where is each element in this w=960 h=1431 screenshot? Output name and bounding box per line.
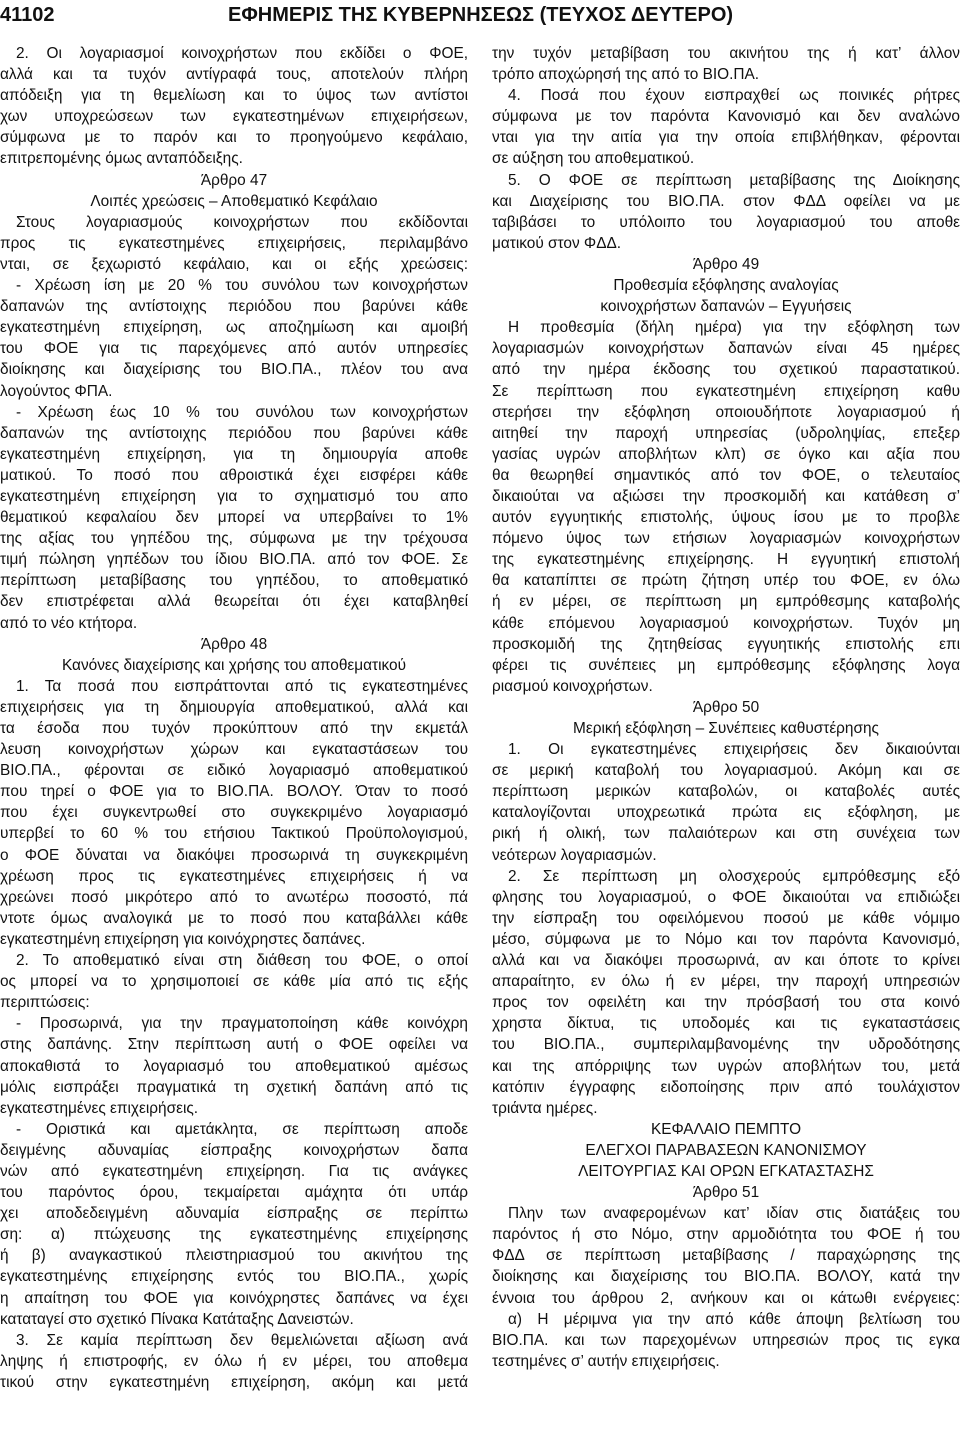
right-column-line: Προθεσμία εξόφλησης αναλογίας bbox=[613, 277, 839, 295]
right-column-line: Η προθεσμία (δήλη ημέρα) για την εξόφληση των bbox=[508, 319, 960, 337]
right-column-line: Μερική εξόφληση – Συνέπειες καθυστέρησης bbox=[573, 720, 879, 737]
left-column-line: που έχει συγκεντρωθεί στο συγκεκριμένο λογαριασμό bbox=[0, 804, 468, 822]
left-column-line: χρέωση προς τις εγκατεστημένες επιχειρήσεις ή να bbox=[0, 867, 468, 885]
right-column-line: τριάντα ημέρες. bbox=[492, 1099, 598, 1117]
left-column-line: εγκατεστημένες επιχειρήσεις. bbox=[0, 1099, 199, 1117]
right-column-line: σε αύξηση του αποθεματικού. bbox=[492, 150, 695, 168]
right-column-line: σύμφωνα με τον παρόντα Κανονισμό και δεν αναλώνο bbox=[492, 108, 960, 126]
left-column-line: διοίκησης και διαχείρισης του ΒΙΟ.ΠΑ., πλέον του ανα bbox=[0, 361, 468, 379]
left-column-line: ΒΙΟ.ΠΑ., φέρονται σε ειδικό λογαριασμό αποθεματικού bbox=[0, 762, 468, 780]
right-column-line: την είσπραξη του οφειλόμενου ποσού με κάθε νόμιμο bbox=[492, 909, 960, 927]
right-column-line: λογαριασμών κοινοχρήστων δαπανών είναι 45 ημέρες bbox=[492, 340, 960, 358]
right-column-line: Άρθρο 50 bbox=[692, 698, 760, 716]
page-header bbox=[0, 4, 960, 30]
left-column-line: 1. Τα ποσά που εισπράττονται από τις εγκατεστημένες bbox=[16, 677, 468, 695]
right-column-line: ΒΙΟ.ΠΑ. και των παρεχομένων υπηρεσιών προς τις εγκα bbox=[492, 1331, 960, 1349]
right-column-line: Άρθρο 49 bbox=[692, 255, 760, 273]
right-column-line: αλλά και να διακόψει προσωρινά, αν και όποτε το κρίνει bbox=[492, 952, 960, 970]
left-column-line: Λοιπές χρεώσεις – Αποθεματικό Κεφάλαιο bbox=[90, 192, 378, 210]
right-column-line: κάθε επόμενου λογαριασμού κοινοχρήστων. Τυχόν μη bbox=[492, 614, 960, 632]
right-column-line: την τυχόν μεταβίβαση του ακινήτου της ή κατ’ άλλον bbox=[492, 45, 960, 62]
left-column-line: του ΦΟΕ για τις παρεχόμενες από αυτόν υπηρεσίες bbox=[0, 340, 468, 358]
left-column-line: 3. Σε καμία περίπτωση δεν θεμελιώνεται αξίωση ανά bbox=[16, 1331, 468, 1349]
right-column-line: μέσο, σύμφωνα με το Νόμο και τον παρόντα Κανονισμό, bbox=[492, 930, 960, 948]
left-column-line: τα έσοδα που τυχόν προκύπτουν από την εκμετάλ bbox=[0, 720, 468, 737]
left-column-line: τιμή πώληση γηπέδων του ίδιου ΒΙΟ.ΠΑ. από τον ΦΟΕ. Σε bbox=[0, 551, 468, 569]
left-column-line: στης δαπάνης. Στην περίπτωση αυτή ο ΦΟΕ οφείλει να bbox=[0, 1036, 468, 1054]
left-column-line: ση: α) πτώχευσης της εγκατεστημένης επιχείρησης bbox=[0, 1226, 468, 1244]
right-column-line: 5. Ο ΦΟΕ σε περίπτωση μεταβίβασης της Διοίκησης bbox=[508, 171, 960, 189]
left-column-line: που τηρεί ο ΦΟΕ για το ΒΙΟ.ΠΑ. ΒΟΛΟΥ. Όταν το ποσό bbox=[0, 783, 468, 801]
right-column-line: από την ημέρα έκδοσης του σχετικού παραστατικού. bbox=[492, 361, 960, 379]
right-column-line: έννοια του άρθρου 2, ανήκουν και οι κάτωθι ενέργειες: bbox=[492, 1289, 960, 1307]
left-column-line: περιπτώσεις: bbox=[0, 994, 90, 1012]
left-column-line: επιτρεπομένης όμως ανταπόδειξης. bbox=[0, 150, 243, 168]
left-column-line: σύμφωνα με το παρόν και το προηγούμενο κεφάλαιο, bbox=[0, 129, 468, 147]
right-column-line: Σε περίπτωση που εγκατεστημένη επιχείρηση καθυ bbox=[492, 382, 960, 400]
right-column-line: θα καταπίπτει σε πρώτη ζήτηση υπέρ του ΦΟΕ, εν όλω bbox=[492, 572, 960, 590]
left-column-line: μόλις εισπράξει πραγματικά τη σχετική δαπάνη από τις bbox=[0, 1078, 468, 1096]
left-column-line: αποκαθιστά το λογαριασμό του αποθεματικού αμέσως bbox=[0, 1057, 468, 1075]
right-column-line: της εγκατεστημένης επιχείρησης. Η εγγυητική επιστολή bbox=[492, 551, 960, 569]
left-column bbox=[0, 43, 468, 1393]
left-column-line: χει αποδεδειγμένη αδυναμία είσπραξης σε περίπτω bbox=[0, 1205, 468, 1223]
right-column-line: αυτόν εγγυητικής επιστολής, ύψους ίσου με το προβλε bbox=[492, 509, 960, 527]
left-column-line: νών από εγκατεστημένη επιχείρηση. Για τις ανάγκες bbox=[0, 1162, 468, 1180]
left-column-line: νται, σε ξεχωριστό κεφάλαιο, και οι εξής χρεώσεις: bbox=[0, 255, 468, 273]
left-column-line: Στους λογαριασμούς κοινοχρήστων που εκδίδονται bbox=[16, 213, 468, 231]
left-column-line: ή β) αναγκαστικού πλειστηριασμού του ακινήτου της bbox=[0, 1247, 468, 1265]
right-column-line: γασίας υγρών αποβλήτων κλπ) σε όγκο και αξία που bbox=[492, 445, 960, 463]
right-column-line: δικαιούται να αξιώσει την προσκομιδή και κατάθεση σ’ bbox=[492, 487, 960, 505]
left-column-line: δαπανών της αντίστοιχης περιόδου που βαρύνει κάθε bbox=[0, 424, 468, 442]
left-column-line: από το νέο κτήτορα. bbox=[0, 614, 138, 632]
right-column-line: προς τον οφειλέτη και την πρόσβασή του στα κοινό bbox=[492, 994, 960, 1012]
right-column-line: 2. Σε περίπτωση μη ολοσχερούς εμπρόθεσμης εξό bbox=[508, 867, 960, 885]
left-column-line: χων υποχρεώσεων των εγκατεστημένων επιχειρήσεων, bbox=[0, 108, 468, 126]
left-column-line: Άρθρο 47 bbox=[200, 171, 268, 189]
right-column-line: ΕΛΕΓΧΟΙ ΠΑΡΑΒΑΣΕΩΝ ΚΑΝΟΝΙΣΜΟΥ bbox=[585, 1141, 867, 1159]
left-column-line: λευση κοινοχρήστων χώρων και εγκαταστάσεων του bbox=[0, 741, 468, 759]
left-column-line: θεματικού κεφαλαίου δεν μπορεί να υπερβαίνει το 1% bbox=[0, 509, 468, 527]
right-column-line: αιτηθεί την παροχή υπηρεσίας (υδροληψίας, επεξερ bbox=[492, 424, 960, 442]
right-column-line: ρική ή ολική, των παλαιότερων και στη συνέχεια των bbox=[492, 825, 960, 843]
right-column-line: παρόντος ή στο Νόμο, στην αρμοδιότητα του ΦΟΕ ή του bbox=[492, 1226, 960, 1244]
right-column-line: στερήσει την εξόφληση οποιουδήποτε λογαριασμού ή bbox=[492, 403, 960, 421]
left-column-line: - Χρέωση έως 10 % του συνόλου των κοινοχρήστων bbox=[16, 403, 468, 421]
right-column-line: πόμενο ύψος των ετήσιων λογαριασμών κοινοχρήστων bbox=[492, 530, 960, 548]
left-column-line: εγκατεστημένη επιχείρηση, για τη δημιουργία αποθε bbox=[0, 445, 468, 463]
left-column-line: δεν επιστρέφεται αλλά θεωρείται ότι έχει καταβληθεί bbox=[0, 593, 468, 611]
left-column-line: ντοτε όμως αναλογικά με το ποσό που καταβάλλει κάθε bbox=[0, 909, 468, 927]
left-column-line: της αξίας του γηπέδου της, σύμφωνα με την τρέχουσα bbox=[0, 530, 468, 548]
right-column bbox=[492, 43, 960, 1372]
right-column-line: ΦΔΔ σε περίπτωση μεταβίβασης / παραχώρησης της bbox=[492, 1247, 960, 1265]
left-column-line: ματικού. Το ποσό που αθροιστικά έχει εισφέρει κάθε bbox=[0, 466, 468, 484]
right-column-line: ή εν μέρει, σε περίπτωση μη εμπρόθεσμης καταβολής bbox=[492, 593, 960, 611]
left-column-line: εγκατεστημένη επιχείρηση για το σχηματισμό του απο bbox=[0, 487, 468, 505]
right-column-line: νεότερων λογαριασμών. bbox=[492, 846, 657, 864]
left-column-line: λογούντος ΦΠΑ. bbox=[0, 382, 113, 400]
left-column-line: 2. Το αποθεματικό είναι στη διάθεση του ΦΟΕ, ο οποί bbox=[16, 952, 468, 970]
left-column-line: 2. Οι λογαριασμοί κοινοχρήστων που εκδίδει ο ΦΟΕ, bbox=[16, 45, 468, 62]
left-column-line: απόδειξη για τη θεμελίωση και το ύψος των αντίστοι bbox=[0, 87, 468, 105]
left-column-line: εγκατεστημένης επιχείρησης εντός του ΒΙΟ.ΠΑ., χωρίς bbox=[0, 1268, 468, 1286]
left-column-line: Άρθρο 48 bbox=[200, 635, 268, 653]
left-column-line: εγκατεστημένη επιχείρηση για κοινόχρηστες δαπάνες. bbox=[0, 930, 366, 948]
right-column-line: διοίκησης και διαχείρισης του ΒΙΟ.ΠΑ. ΒΟΛΟΥ, κατά την bbox=[492, 1268, 960, 1286]
right-column-line: τρόπο αποχώρησή της από το ΒΙΟ.ΠΑ. bbox=[492, 66, 760, 84]
left-column-line: Κανόνες διαχείρισης και χρήσης του αποθεματικού bbox=[61, 656, 407, 674]
right-column-line: α) Η μέριμνα για την από κάθε άποψη βελτίωση του bbox=[508, 1310, 960, 1328]
right-column-line: ΚΕΦΑΛΑΙΟ ΠΕΜΠΤΟ bbox=[650, 1120, 802, 1138]
right-column-line: προσκομιδή της ζητηθείσας εγγυητικής επιστολής επι bbox=[492, 635, 960, 653]
right-column-line: κατόπιν έγγραφης ειδοποίησης πριν από τουλάχιστον bbox=[492, 1078, 960, 1096]
right-column-line: θα θεωρηθεί σημαντικός από τον ΦΟΕ, ο τελευταίος bbox=[492, 466, 960, 484]
right-column-line: ριασμού κοινοχρήστων. bbox=[492, 677, 653, 695]
right-column-line: σε μερική καταβολή του λογαριασμού. Ακόμη και σε bbox=[492, 762, 960, 780]
left-column-line: του παρόντος όρου, τεκμαίρεται αμάχητα ότι υπάρ bbox=[0, 1184, 468, 1202]
left-column-line: περίπτωση μεταβίβασης του γηπέδου, το αποθεματικό bbox=[0, 572, 468, 590]
left-column-line: εγκατεστημένη επιχείρηση, ως αποζημίωση και αμοιβή bbox=[0, 319, 468, 337]
right-column-line: ματικού στον ΦΔΔ. bbox=[492, 234, 622, 252]
right-column-line: και της απόρριψης των υγρών αποβλήτων του, μετά bbox=[492, 1057, 960, 1075]
left-column-line: - Χρέωση ίση με 20 % του συνόλου των κοινοχρήστων bbox=[16, 277, 468, 295]
right-column-line: του ΒΙΟ.ΠΑ., συμπεριλαμβανομένης την υδροδότησης bbox=[492, 1036, 960, 1054]
right-column-line: 1. Οι εγκατεστημένες επιχειρήσεις δεν δικαιούνται bbox=[508, 741, 960, 759]
right-column-line: Πλην των αναφερομένων κατ’ ιδίαν στις διατάξεις του bbox=[508, 1205, 960, 1223]
right-column-line: τεστημένες σ’ αυτήν επιχειρήσεις. bbox=[492, 1352, 720, 1370]
left-column-line: αλλά και τα τυχόν αντίγραφά τους, αποτελούν πλήρη bbox=[0, 66, 468, 84]
left-column-line: η απαίτηση του ΦΟΕ για κοινόχρηστες δαπάνες να έχει bbox=[0, 1289, 468, 1307]
right-column-line: φέρει τις συνέπειες μη εμπρόθεσμης εξόφλησης λογα bbox=[492, 656, 960, 674]
right-column-line: και Διαχείρισης του ΒΙΟ.ΠΑ. στον ΦΔΔ οφείλει να με bbox=[492, 192, 960, 210]
left-column-line: καταταγεί στο σχετικό Πίνακα Κατάταξης Δανειστών. bbox=[0, 1310, 354, 1328]
left-column-line: ο ΦΟΕ δύναται να διακόψει προσωρινά τη συγκεκριμένη bbox=[0, 846, 468, 864]
left-column-line: δειγμένης αδυναμίας είσπραξης κοινοχρήστων δαπα bbox=[0, 1141, 468, 1159]
right-column-line: φλησης του λογαριασμού, ο ΦΟΕ δικαιούται να επιδιώξει bbox=[492, 888, 960, 906]
right-column-line: απαραίτητο, εν όλω ή εν μέρει, την παροχή υπηρεσιών bbox=[492, 973, 960, 991]
left-column-line: - Προσωρινά, για την πραγματοποίηση κάθε κοινόχρη bbox=[16, 1015, 468, 1033]
right-column-line: χρηστα δίκτυα, τις υποδομές και τις εγκαταστάσεις bbox=[492, 1015, 960, 1033]
left-column-line: υπερβεί το 60 % του ετήσιου Τακτικού Προϋπολογισμού, bbox=[0, 825, 468, 843]
right-column-line: καταλογίζονται υποχρεωτικά πρώτα εις εξόφληση, με bbox=[492, 804, 960, 822]
right-column-line: κοινοχρήστων δαπανών – Εγγυήσεις bbox=[600, 298, 852, 316]
gazette-title: ΕΦΗΜΕΡΙΣ ΤΗΣ ΚΥΒΕΡΝΗΣΕΩΣ (ΤΕΥΧΟΣ ΔΕΥΤΕΡΟ) bbox=[228, 4, 734, 26]
right-column-line: περίπτωση μερικών καταβολών, οι καταβολές αυτές bbox=[492, 783, 960, 801]
left-column-line: επιχειρήσεις για τη δημιουργία αποθεματικού, αλλά και bbox=[0, 698, 468, 716]
left-column-line: δαπανών της αντίστοιχης περιόδου που βαρύνει κάθε bbox=[0, 298, 468, 316]
left-column-line: χρεώνει ποσό μικρότερο από το ανωτέρω ποσοστό, πά bbox=[0, 888, 468, 906]
left-column-line: τικού στην εγκατεστημένη επιχείρηση, ακόμη και μετά bbox=[0, 1373, 468, 1391]
right-column-line: ΛΕΙΤΟΥΡΓΙΑΣ ΚΑΙ ΟΡΩΝ ΕΓΚΑΤΑΣΤΑΣΗΣ bbox=[578, 1162, 874, 1180]
left-column-line: - Οριστικά και αμετάκλητα, σε περίπτωση αποδε bbox=[16, 1120, 468, 1138]
right-column-line: Άρθρο 51 bbox=[692, 1184, 760, 1202]
page-number: 41102 bbox=[0, 4, 55, 26]
right-column-line: νται για την αιτία για την οποία επιβλήθηκαν, φέρονται bbox=[492, 129, 960, 147]
left-column-line: ος μπορεί να το χρησιμοποιεί σε κάθε μία από τις εξής bbox=[0, 973, 468, 991]
right-column-line: 4. Ποσά που έχουν εισπραχθεί ως ποινικές ρήτρες bbox=[508, 87, 960, 105]
left-column-line: ληψης ή επιστροφής, εν όλω ή εν μέρει, του αποθεμα bbox=[0, 1352, 468, 1370]
left-column-line: προς τις εγκατεστημένες επιχειρήσεις, περιλαμβάνο bbox=[0, 234, 468, 252]
right-column-line: ταβιβάσει το υπόλοιπο του λογαριασμού του αποθε bbox=[492, 213, 960, 231]
